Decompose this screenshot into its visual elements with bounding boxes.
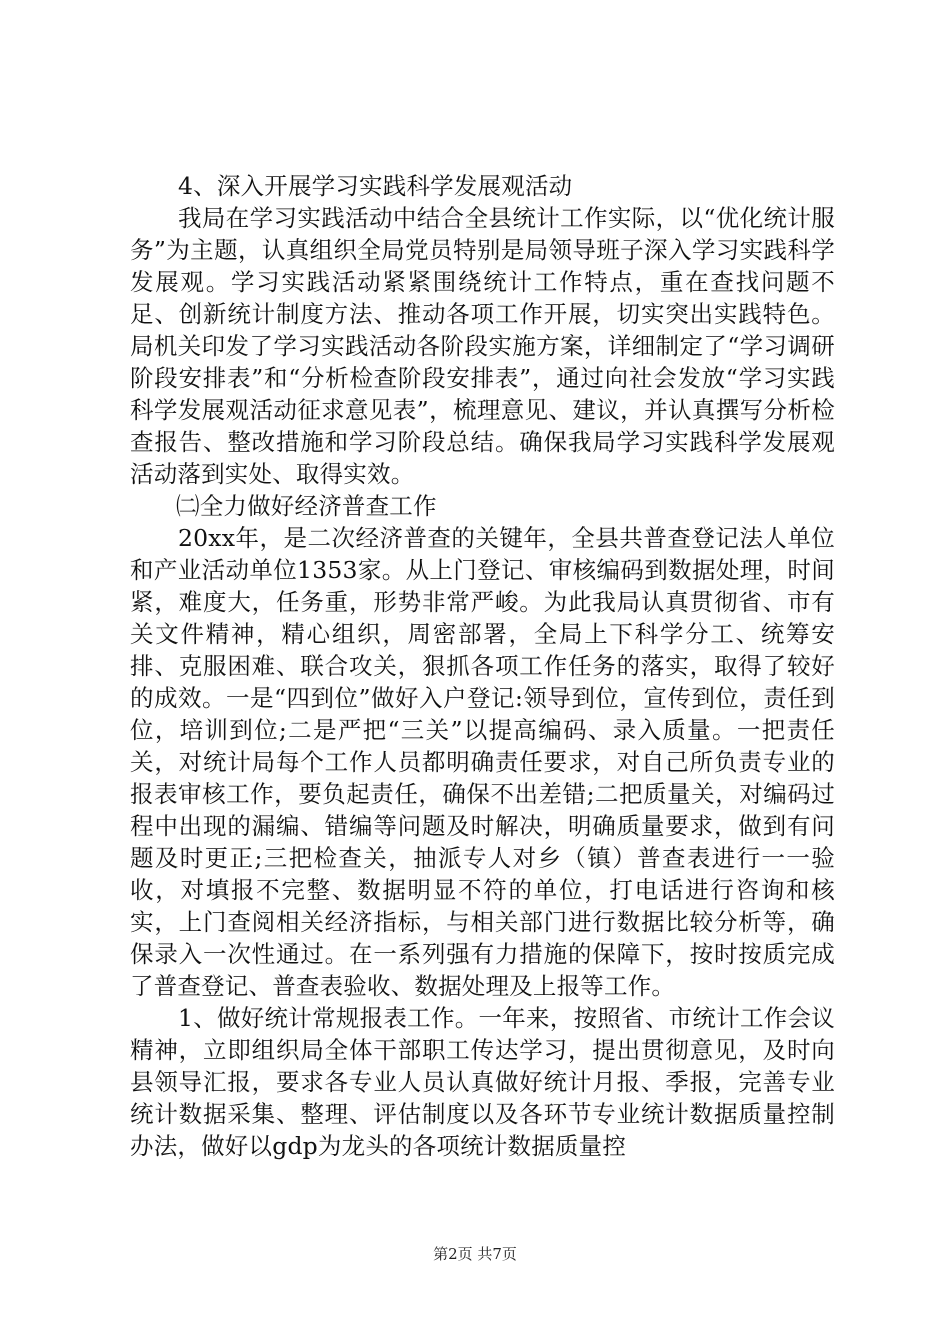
- paragraph-regular-reports: 1、做好统计常规报表工作。一年来，按照省、市统计工作会议精神，立即组织局全体干部职工传达学习，提出贯彻意见，及时向县领导汇报，要求各专业人员认真做好统计月报、季报，完善专业统计数据采集、整理、评估制度以及各环节专业统计数据质量控制办法，做好以gdp为龙头的各项统计数据质量控: [130, 1004, 835, 1160]
- section-heading-economic-census: ㈡全力做好经济普查工作: [176, 492, 437, 520]
- document-body: [130, 170, 835, 1162]
- paragraph-economic-census: 20xx年，是二次经济普查的关键年，全县共普查登记法人单位和产业活动单位1353家。从上门登记、审核编码到数据处理，时间紧，难度大，任务重，形势非常严峻。为此我局认真贯彻省、市有关文件精神，精心组织，周密部署，全局上下科学分工、统筹安排、克服困难、联合攻关，狠抓各项工作任务的落实，取得了较好的成效。一是“四到位”做好入户登记:领导到位，宣传到位，责任到位，培训到位;二是严把“三关”以提高编码、录入质量。一把责任关，对统计局每个工作人员都明确责任要求，对自己所负责专业的报表审核工作，要负起责任，确保不出差错;二把质量关，对编码过程中出现的漏编、错编等问题及时解决，明确质量要求，做到有问题及时更正;三把检查关，抽派专人对乡（镇）普查表进行一一验收，对填报不完整、数据明显不符的单位，打电话进行咨询和核实，上门查阅相关经济指标，与相关部门进行数据比较分析等，确保录入一次性通过。在一系列强有力措施的保障下，按时按质完成了普查登记、普查表验收、数据处理及上报等工作。: [130, 524, 835, 1000]
- page-number-footer: 第2页 共7页: [433, 1245, 517, 1263]
- paragraph-study-practice: 我局在学习实践活动中结合全县统计工作实际，以“优化统计服务”为主题，认真组织全局党员特别是局领导班子深入学习实践科学发展观。学习实践活动紧紧围绕统计工作特点，重在查找问题不足、创新统计制度方法、推动各项工作开展，切实突出实践特色。局机关印发了学习实践活动各阶段实施方案，详细制定了“学习调研阶段安排表”和“分析检查阶段安排表”，通过向社会发放“学习实践科学发展观活动征求意见表”，梳理意见、建议，并认真撰写分析检查报告、整改措施和学习阶段总结。确保我局学习实践科学发展观活动落到实处、取得实效。: [130, 204, 835, 488]
- section-heading-study-practice: 4、深入开展学习实践科学发展观活动: [178, 172, 573, 200]
